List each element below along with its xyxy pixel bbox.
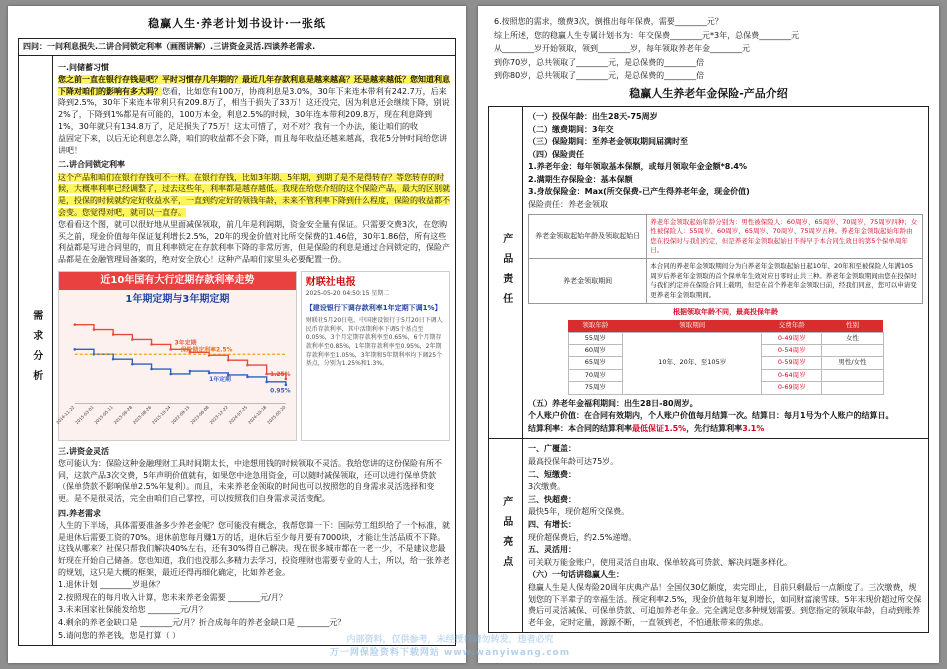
right-page <box>478 6 939 663</box>
x-tick-label: 2015-06-28 <box>112 404 134 425</box>
data-point <box>265 372 268 375</box>
data-label-end-3yr: 1.25% <box>270 371 291 378</box>
question-6: 6.按照您的需求，缴费3次，倒推出每年保费，需要________元？ <box>494 17 723 26</box>
highlight-4: 四、有增长： <box>528 520 576 530</box>
data-point <box>285 383 288 386</box>
x-tick-label: 2015-08-26 <box>131 404 153 425</box>
question-4: 4.剩余的养老金缺口是 ________元/月？折合成每年的养老金缺口是 ________元？ <box>58 617 346 627</box>
series-label-locked: 保险锁定利率2.5% <box>180 346 233 353</box>
section-3-text: 您可能认为：保险这种金融理财工具时间期太长，中途想用钱的时候领取不灵活。我给您讲的这份保险有所不同，这款产品3次交费，5年声明价值就有，如果您中途急用资金，可以随时减保领取，还可以进行保单贷款（保单贷款不影响保单2.5%年复利）。而且，未来养老金领取的时间也可以按照您的自身需求灵活选择和变更。是不是很灵活，完全由咱们自己掌控，可以按照我们自身需求灵活变配。 <box>58 459 442 503</box>
x-tick-label: 2024-07-25 <box>227 404 249 425</box>
age-col-0: 领取年龄 <box>568 320 623 332</box>
side-label: 需求分析 <box>19 56 53 646</box>
benefit-period: （五）养老年金福利期间：出生28日-80周岁。 <box>528 398 698 408</box>
data-point <box>73 348 76 351</box>
insure-age: （一）投保年龄：出生28天-75周岁 <box>528 111 658 121</box>
pension-rules-table <box>528 214 923 304</box>
summary-line-3: 到你70岁，总共领取了________元，是总保费的________倍 <box>494 57 705 67</box>
start-age-text: 养老年金领取起始年龄分别为：男性被保险人：60周岁、65周岁、70周岁、75周岁四种；女性被保险人：55周岁、60周岁、65周岁、70周岁、75周岁五种。养老年金领取起始年龄由您在投保时与我们约定，但是养老年金领取起始日不得早于本合同生效日的第5个保单周年日。 <box>647 214 923 259</box>
data-point <box>246 363 249 366</box>
duty-1: 1.养老年金：每年领取基本保额，或每月领取年金金额*8.4% <box>528 162 747 172</box>
table-row: 75周岁 0-69周岁 <box>568 382 883 394</box>
question-2: 2.按照现在的每月收入计算，您未来养老金需要 ________元/月？ <box>58 592 287 602</box>
settle-rate: 结算利率：本合同的结算利率最低保证1.5%，先行结算利率3.1% <box>528 423 765 433</box>
data-point <box>112 358 115 361</box>
section-4-text: 人生的下半场，具体需要准备多少养老金呢？您可能没有概念，我帮您算一下：国际劳工组织给了一个标准，就是退休后需要工资的70%。退休前您每月赚1万的话，退休后至少每月要有7000块，才能让生活品质不下降。这钱从哪来？社保只帮我们解决40%左右，还有30%得自己解决。现在很多城市都在一老一少，不是建议您最好现在开始自己储备。您也知道，我们也没那么多精力去学习，投资理财也需要专业的人士，所以，给一张养老的规划，这只是大概的框架，最近还得再细化确定，比如养老金。 <box>58 521 450 577</box>
x-tick-label: 2015-10-24 <box>150 404 172 425</box>
product-title: 稳赢人生养老年金保险-产品介绍 <box>629 86 788 100</box>
pay-period: （二）缴费期间：3年交 <box>528 124 614 134</box>
age-table <box>568 320 884 395</box>
question-5: 5.请问您的养老钱，您是打算（ ） <box>58 630 181 640</box>
rate-chart-area <box>54 271 450 441</box>
data-point <box>112 333 115 336</box>
data-point <box>208 371 211 374</box>
side-label-highlights: 产品亮点 <box>489 439 523 632</box>
data-point <box>265 380 268 383</box>
left-page <box>8 6 466 663</box>
section-1-title: 一.问储蓄习惯 <box>58 62 110 72</box>
news-body: 财联社5月20日电，中国建设银行于5月20日下调人民币存款利率，其中活期利率下调5个基点至0.05%，3个月定期存款利率至0.65%，6个月期存款利率至0.85%，1年期存款利率至0.95%，2年期存款利率至1.05%，3年期和5年期利率均下调25个基点，分别为1.25%和1.3%。 <box>305 316 443 368</box>
product-table <box>488 106 929 633</box>
duty-2: 2.满期生存保险金：基本保额 <box>528 174 633 184</box>
watermark-line-2: 内部资料，仅供参考，未经授权请勿转发，违者必究 <box>346 634 554 645</box>
highlight-6: （六）一句话讲稳赢人生： <box>528 570 624 580</box>
chart-banner: 近10年国有大行定期存款利率走势 <box>59 272 296 291</box>
series-label-3yr: 3年定期 <box>174 340 197 347</box>
table-row: 55周岁 10年、20年、至105岁 0-49周岁 女性 <box>568 332 883 344</box>
start-age-label: 养老金领取起始年龄及领取起始日 <box>529 214 647 259</box>
section-1-text: 您之前一直在银行存钱是吧？平时习惯存几年期的？最近几年存款利息是越来越高？还是越来越低？您知道利息下降对咱们的影响有多大吗？您看，比如您有100万，协商利息是3.0%，30年下来连本带利有242.7万，后来降到2.5%，30年下来连本带利只有209.8万了，相当于损失了33万！这还没完，因为利息还会继续下降，别说2%了，下降到1%都是有可能的，100万本金，利息2.5%的时候，30年连本带利209.8万，现在利息降到1%，30年就只有134.8万了，足足损失了75万！这太可惜了，对不对？我有一个办法，能让咱们的收 <box>58 75 450 131</box>
data-point <box>131 338 134 341</box>
data-point <box>285 377 288 380</box>
highlight-6-text: 稳赢人生是人保寿险20周年庆典产品！全国仅30亿额度，卖完即止，目前只剩最后一点额度了。三次缴费，规划您的下半辈子的幸福生活。预定利率2.5%，现金价值每年复利增长，如同财富滚雪球。5年末现价超过所交保费后可灵活减保、可保单贷款、可追加养老年金。完全满足您多种规划需要。到您指定的领取年龄，自动到账养老年金，定时定量，源源不断，一直领到老，不怕通胀带来的焦虑。 <box>528 583 922 627</box>
highlights-content <box>523 439 928 632</box>
data-label-end-1yr: 0.95% <box>270 388 291 395</box>
data-point <box>227 373 230 376</box>
duty-3: 3.身故保险金：Max(所交保费-已产生得养老年金，现金价值) <box>528 187 750 197</box>
age-col-3: 性别 <box>822 320 883 332</box>
data-point <box>73 323 76 326</box>
data-point <box>227 359 230 362</box>
section-1-text-2: 益固定下来，以后无论利息怎么降，咱们的收益都不会下降，而且每年收益还越来越高，我花5分钟时间给您讲讲吧！ <box>58 134 448 155</box>
insure-period: （三）保险期间：至养老金领取期间届满时至 <box>528 137 688 147</box>
x-tick-label: 2025-05-20 <box>266 404 287 425</box>
data-point <box>150 367 153 370</box>
period-text: 本合同的养老年金领取期间分为自养老年金领取起始日起10年、20年和至被保险人年满105周岁后养老年金领取的首个保单年生效对应日零时止共三种。养老年金领取期间由您在投保时与我们约定并在保险合同上载明，但是在首个养老年金领取日前，经我们同意，您可以申请变更养老年金领取期间。 <box>647 259 923 304</box>
x-tick-label: 2023-12-22 <box>208 404 230 425</box>
highlight-2: 二、短缴费： <box>528 469 576 479</box>
section-2-text: 这个产品和咱们在银行存钱可不一样。在银行存钱，比如3年期、5年期，到期了是不是得转存？等您转存的时候，大概率利率已经调整了，过去这些年，利率都是越存越低。我现在给您介绍的这个保险产品，最大的区别就是，投保的时候就约定好收益水平，一直到约定好的领钱年龄，未来不管利率下降到什么程度，保险的收益都不会变。您觉得对吧，就可以一直存。 <box>58 172 450 217</box>
series-label-1yr: 1年定期 <box>209 376 231 383</box>
highlight-5: 五、灵活用： <box>528 545 576 555</box>
age-period: 10年、20年、至105岁 <box>623 332 762 394</box>
section-4-title: 四.养老需求 <box>58 508 102 518</box>
highlight-1-text: 最高投保年龄可达75岁。 <box>528 457 619 467</box>
table-row: 70周岁 0-64周岁 <box>568 369 883 381</box>
table-row: 60周岁 0-54周岁 <box>568 345 883 357</box>
summary-block <box>478 6 939 82</box>
highlight-5-text: 可关联万能金账户，使用灵活自由取、保单较高可贷款、解决问题多样化。 <box>528 557 792 567</box>
rate-chart <box>54 271 297 441</box>
section-2-text-2: 您看看这个图，就可以很好地从里面减保领取，前几年是利润期，资金安全量有保证。只需要交费3次，在您购买之前，现金价值每年保证复利增长2.5%，20年的现金价值对比所交保费的1.46倍，30年1.86倍，所有这些利益都是写进合同里的，而且利率锁定在存款利率下降的非常厉害，但是保险的利息是通过合同锁定的，保险产品都是在金融管理局备案的，绝对安全放心！这种产品咱们家里头必要配置一份。 <box>58 220 450 265</box>
summary-line-2: 从________岁开始领取，领到________岁，每年领取养老年金________元 <box>494 44 750 54</box>
news-panel <box>301 271 450 441</box>
needs-table <box>18 38 456 646</box>
highlight-2-text: 3次缴费。 <box>528 482 566 492</box>
question-3: 3.未来国家社保能发给您 ________元/月？ <box>58 605 207 615</box>
news-logo: 财联社电报 <box>305 276 356 288</box>
x-tick-label: 2014-11-22 <box>54 404 76 425</box>
x-tick-label: 2023-06-08 <box>189 404 210 425</box>
data-point <box>246 375 249 378</box>
section-2-title: 二.讲合同锁定利率 <box>58 160 126 170</box>
account-value: 个人账户价值：在合同有效期内，个人账户价值每月结算一次。结算日：每月1号为个人账户的结算日。 <box>528 411 894 421</box>
needs-content <box>53 56 455 646</box>
x-tick-label: 2015-05-11 <box>93 404 114 425</box>
x-tick-label: 2015-03-01 <box>74 404 95 425</box>
age-col-1: 领取期间 <box>623 320 762 332</box>
highlight-3: 三、快超费： <box>528 494 576 504</box>
age-col-2: 交费年龄 <box>762 320 822 332</box>
data-point <box>169 372 172 375</box>
data-point <box>150 343 153 346</box>
highlight-4-text: 现价超保费后，约2.5%递增。 <box>528 532 637 542</box>
period-label: 养老金领取期间 <box>529 259 647 304</box>
table-header: 四问：一问利息损失.二讲合同锁定利率（画图讲解）.三讲资金灵活.四谈养老需求. <box>19 39 455 56</box>
summary-line-4: 到你80岁，总共领取了________元，是总保费的________倍 <box>494 71 705 81</box>
news-date: 2025-05-20 04:50:15 星期二 <box>305 290 390 298</box>
left-title: 稳赢人生·养老计划书设计·一张纸 <box>148 17 326 30</box>
data-point <box>93 328 96 331</box>
data-point <box>131 362 134 365</box>
responsibility-content <box>523 107 928 439</box>
question-1: 1.退休计划 ________岁退休？ <box>58 580 165 590</box>
duty-note: 保险责任：养老金领取 <box>528 200 608 210</box>
insure-duty: （四）保险责任 <box>528 149 584 159</box>
rate-chart-svg <box>54 308 296 436</box>
x-tick-label: 2022-09-15 <box>170 404 191 425</box>
highlight-3-text: 最快5年，现价超所交保费。 <box>528 507 630 517</box>
data-point <box>189 369 192 372</box>
section-3-title: 三.讲资金灵活 <box>58 446 110 456</box>
watermark: 万一网保险资料下载网站 www.wanyiwang.com <box>329 647 571 658</box>
chart-subtitle: 1年期定期与3年期定期 <box>125 294 230 306</box>
highlight-1: 一、广覆盖： <box>528 444 576 454</box>
age-caption: 根据领取年龄不同，最高投保年龄 <box>673 308 778 317</box>
data-point <box>169 348 172 351</box>
side-label-responsibility: 产品责任 <box>489 107 523 439</box>
table-row: 65周岁 0-59周岁 男性/女性 <box>568 357 883 369</box>
summary-line-1: 综上所述，您的稳赢人生专属计划书为：年交保费________元*3年，总保费________元 <box>494 30 800 40</box>
x-tick-label: 2024-10-18 <box>246 404 268 425</box>
news-title: 【建设银行下调存款利率1年定期下调1%】 <box>305 303 442 312</box>
